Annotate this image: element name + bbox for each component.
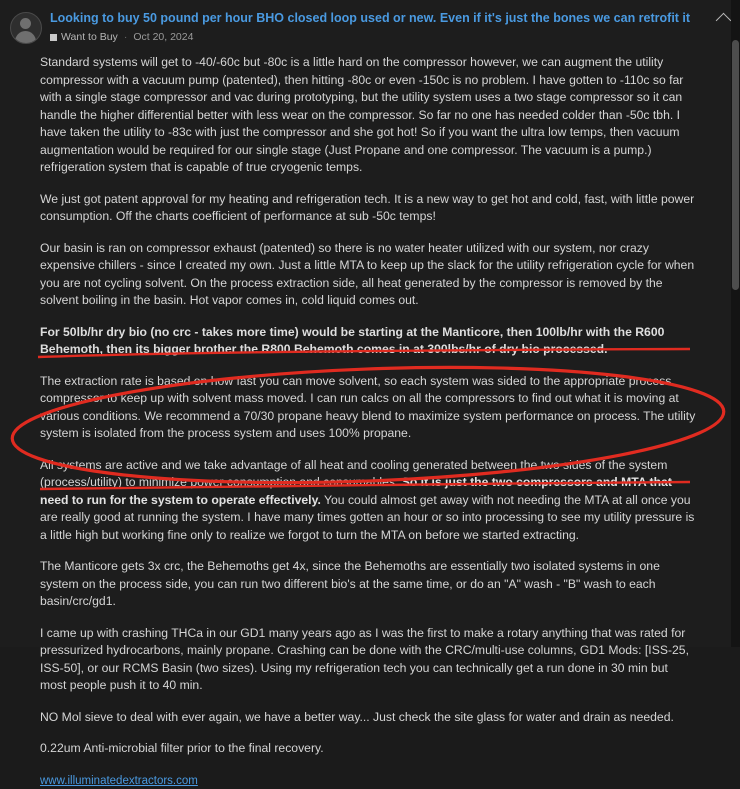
post-header-text <box>50 8 730 43</box>
collapse-button[interactable] <box>714 10 732 26</box>
paragraph-4: For 50lb/hr dry bio (no crc - takes more time) would be starting at the Manticore, then 100lb/hr with the R600 Behemoth, then its bigger brother the R800 Behemoth comes in at 300lbs/hr of dry bio processed. <box>40 324 665 356</box>
tag-icon <box>50 34 57 41</box>
paragraph-8: I came up with crashing THCa in our GD1 many years ago as I was the first to make a rotary anything that was rated for pressurized hydrocarbons, mainly propane. Crashing can be done with the CRC/multi-use columns, GD1 Mods: [ISS-25, ISS-50], or our RCMS Basin (two sizes). Using my refrigeration tech you can technically get a run done in 30 min but most people push it to 40 min. <box>40 625 689 692</box>
paragraph-9: NO Mol sieve to deal with ever again, we have a better way... Just check the site glass for water and drain as needed. <box>40 709 674 724</box>
paragraph-3: Our basin is ran on compressor exhaust (patented) so there is no water heater utilized with our system, nor crazy expensive chillers - since I created my own. Just a little MTA to keep up the slack for the utility refrigeration cycle for when you are not cycling solvent. On the process extraction side, all heat generated by the compressor is removed by the solvent boiling in the basin. Hot vapor comes in, cold liquid comes out. <box>40 240 695 307</box>
paragraph-5: The extraction rate is based on how fast you can move solvent, so each system was sided to the appropriate process compressor to keep up with solvent mass moved. I can run calcs on all the compressors to find out what it is moving at various conditions. We recommend a 70/30 propane heavy blend to maximize system performance on process. The utility system is isolated from the process system and uses 100% propane. <box>40 373 696 440</box>
post-date: Oct 20, 2024 <box>133 31 194 43</box>
paragraph-2: We just got patent approval for my heating and refrigeration tech. It is a new way to get hot and cold, fast, with little power consumption. Off the charts coefficient of performance at sub -50c temps! <box>40 191 695 223</box>
post-header <box>0 0 740 48</box>
paragraph-6: All systems are active and we take advantage of all heat and cooling generated between the two sides of the system (process/utility) to minimize power consumption and consumables. So it is just the two compressors and MTA that need to run for the system to operate effectively. You could almost get away with not needing the MTA at all once you are really good at running the system. I have many times gotten an hour or so into processing to see my utility pressure is a little high but working fine only to realize we forgot to turn the MTA on before we started extracting. <box>40 457 695 542</box>
post-title-link[interactable]: Looking to buy 50 pound per hour BHO closed loop used or new. Even if it's just the bones we can retrofit it <box>50 11 691 25</box>
meta-separator: · <box>123 31 128 43</box>
paragraph-1: Standard systems will get to -40/-60c but -80c is a little hard on the compressor however, we can augment the utility compressor with a vacuum pump (patented), then hitting -80c or even -150c is no problem. I have gotten to -110c so far with a single stage compressor and vac during prototyping, but the utility system uses a two stage compressor so it can handle the higher differential better with less wear on the compressor. So far no one has needed colder than -50c tbh. I have taken the utility to -83c with just the compressor and she got hot! So if you want the ultra low temps, then vacuum augmentation would be required for our single stage (Just Propane and one compressor. The vacuum is a pump.) refrigeration system that is capable of true cryogenic temps. <box>40 55 684 174</box>
scrollbar-thumb[interactable] <box>732 40 739 290</box>
post-body <box>0 48 740 789</box>
category-label: Want to Buy <box>61 31 118 43</box>
post-meta <box>50 31 730 43</box>
chevron-up-icon <box>715 12 731 28</box>
avatar <box>10 12 42 44</box>
category-badge[interactable] <box>50 31 118 43</box>
vertical-scrollbar[interactable] <box>731 0 740 647</box>
website-link[interactable]: www.illuminatedextractors.com <box>40 774 198 787</box>
paragraph-7: The Manticore gets 3x crc, the Behemoths get 4x, since the Behemoths are essentially two isolated systems in one system on the process side, you can run two different bio's at the same time, or do an "A" wash - "B" wash to each basin/crc/gd1. <box>40 559 660 608</box>
paragraph-10: 0.22um Anti-microbial filter prior to the final recovery. <box>40 741 324 755</box>
